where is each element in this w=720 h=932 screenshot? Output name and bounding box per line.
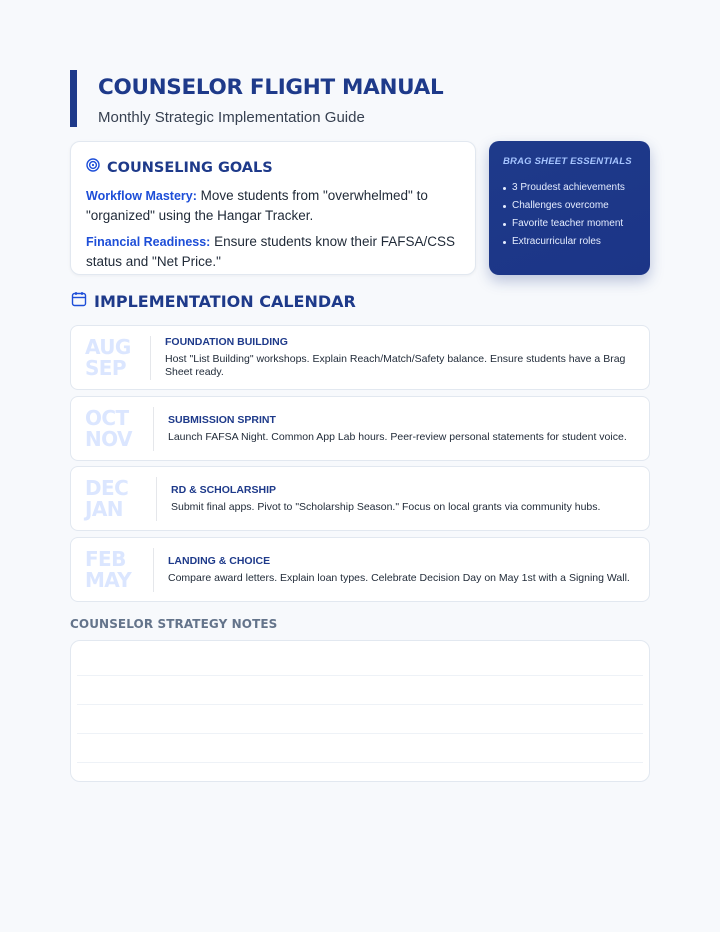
calendar-header	[71, 291, 356, 312]
calendar-row	[70, 325, 650, 390]
calendar-row-body	[154, 555, 649, 585]
month-range	[71, 407, 154, 451]
goal-label: Financial Readiness:	[86, 235, 211, 249]
bullet-icon	[503, 205, 506, 208]
brag-sheet-card	[489, 141, 650, 275]
phase-description: Submit final apps. Pivot to "Scholarship Season." Focus on local grants via community hubs.	[171, 500, 601, 513]
strategy-notes-area[interactable]	[70, 640, 650, 782]
ruled-line	[77, 675, 643, 676]
list-item-text: 3 Proudest achievements	[512, 182, 625, 193]
goals-header	[86, 158, 460, 177]
bullet-icon	[503, 241, 506, 244]
counseling-goals-card	[70, 141, 476, 275]
brag-sheet-list	[503, 179, 636, 251]
notes-title: COUNSELOR STRATEGY NOTES	[70, 617, 278, 631]
goals-title: COUNSELING GOALS	[107, 159, 273, 176]
calendar-row	[70, 396, 650, 461]
list-item	[503, 215, 636, 233]
month-end: MAY	[85, 567, 132, 592]
goal-text: Ensure students know their FAFSA/CSS status and "Net Price."	[86, 234, 455, 269]
phase-label: RD & SCHOLARSHIP	[171, 483, 277, 496]
month-range	[71, 548, 154, 592]
bullet-icon	[503, 187, 506, 190]
month-end: NOV	[85, 426, 132, 451]
list-item	[503, 233, 636, 251]
month-end: JAN	[85, 496, 123, 521]
list-item	[503, 179, 636, 197]
calendar-row	[70, 537, 650, 602]
ruled-line	[77, 762, 643, 763]
phase-description: Compare award letters. Explain loan types. Celebrate Decision Day on May 1st with a Signing Wall.	[168, 571, 630, 584]
calendar-icon	[71, 291, 87, 312]
ruled-line	[77, 733, 643, 734]
goal-item	[86, 232, 460, 271]
goal-text: Move students from "overwhelmed" to "organized" using the Hangar Tracker.	[86, 188, 428, 223]
page-subtitle: Monthly Strategic Implementation Guide	[98, 108, 365, 126]
phase-label: SUBMISSION SPRINT	[168, 413, 276, 426]
phase-description: Launch FAFSA Night. Common App Lab hours. Peer-review personal statements for student voice.	[168, 430, 627, 443]
calendar-row-body	[154, 414, 649, 444]
month-start: OCT	[85, 405, 129, 430]
month-end: SEP	[85, 355, 126, 380]
month-start: AUG	[85, 334, 131, 359]
goal-label: Workflow Mastery:	[86, 189, 197, 203]
month-start: FEB	[85, 546, 126, 571]
phase-description: Host "List Building" workshops. Explain Reach/Match/Safety balance. Ensure students have a Brag Sheet ready.	[165, 353, 626, 378]
month-start: DEC	[85, 475, 129, 500]
ruled-line	[77, 704, 643, 705]
page-header	[70, 70, 443, 127]
calendar-row-body	[157, 484, 649, 514]
month-range	[71, 336, 151, 380]
phase-label: LANDING & CHOICE	[168, 554, 271, 567]
list-item	[503, 197, 636, 215]
calendar-title: IMPLEMENTATION CALENDAR	[94, 292, 356, 311]
phase-label: FOUNDATION BUILDING	[165, 336, 288, 348]
list-item-text: Extracurricular roles	[512, 236, 601, 247]
list-item-text: Favorite teacher moment	[512, 218, 624, 229]
target-icon	[86, 158, 100, 177]
calendar-row-body	[151, 336, 649, 379]
month-range	[71, 477, 157, 521]
brag-sheet-title: BRAG SHEET ESSENTIALS	[503, 156, 632, 167]
bullet-icon	[503, 223, 506, 226]
calendar-row	[70, 466, 650, 531]
goal-item	[86, 186, 460, 225]
page-title: COUNSELOR FLIGHT MANUAL	[98, 75, 444, 100]
list-item-text: Challenges overcome	[512, 200, 609, 211]
